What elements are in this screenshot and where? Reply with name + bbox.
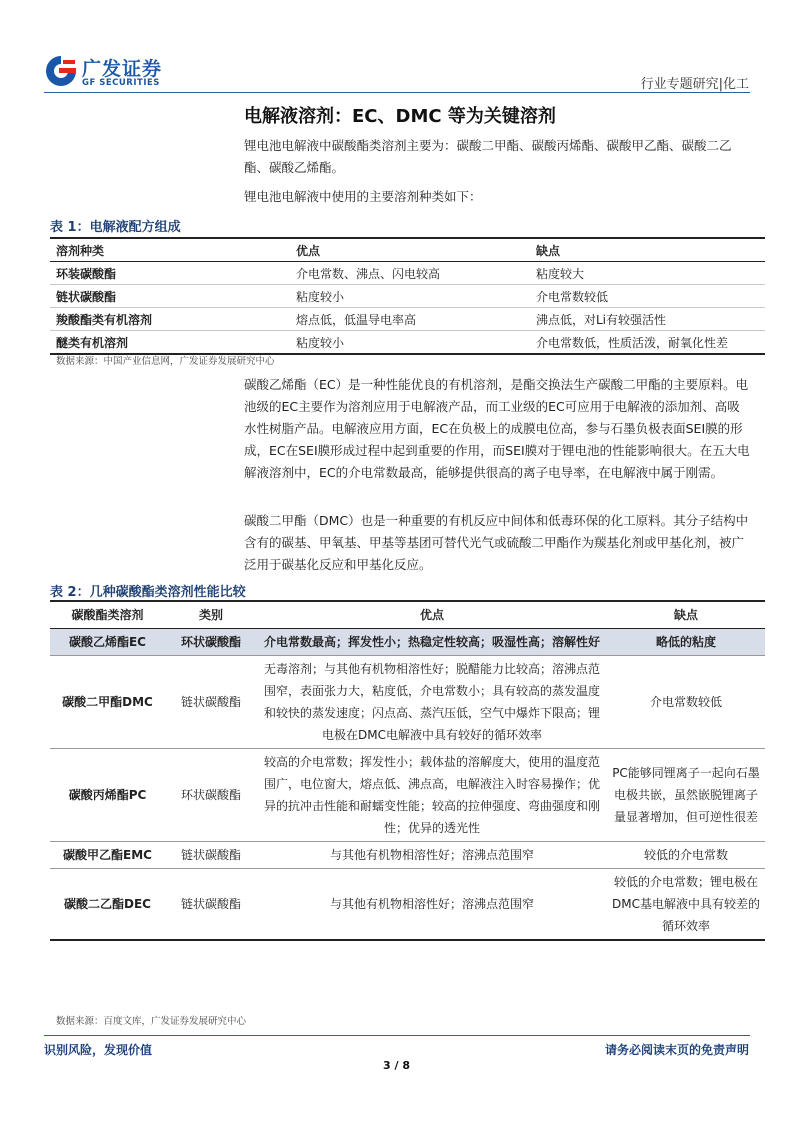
company-logo <box>44 52 174 94</box>
section-title: 电解液溶剂：EC、DMC 等为关键溶剂 <box>244 106 556 127</box>
footer-slogan: 识别风险，发现价值 <box>44 1043 153 1057</box>
gf-logo-icon <box>44 54 78 88</box>
disadvantage-cell: 介电常数较低 <box>607 656 765 749</box>
advantage-cell: 较高的介电常数；挥发性小；载体盐的溶解度大，使用的温度范围广，电位窗大，熔点低、沸点高，电解液注入时容易操作；优异的抗冲击性能和耐蠕变性能；较高的拉伸强度、弯曲强度和刚性；优异的透光性 <box>257 749 607 842</box>
carbonate-solvent-comparison-table <box>50 600 765 941</box>
category-cell: 环状碳酸酯 <box>165 749 257 842</box>
table-row <box>50 331 765 355</box>
advantage-cell: 熔点低，低温导电率高 <box>290 308 530 331</box>
column-header: 溶剂种类 <box>50 238 290 262</box>
solvent-name-cell: 碳酸二甲酯DMC <box>50 656 165 749</box>
intro-lead: 锂电池电解液中使用的主要溶剂种类如下： <box>244 189 482 204</box>
column-header: 优点 <box>290 238 530 262</box>
header-divider <box>44 92 750 93</box>
dmc-paragraph: 碳酸二甲酯（DMC）也是一种重要的有机反应中间体和低毒环保的化工原料。其分子结构中含有的碳基、甲氧基、甲基等基团可替代光气或硫酸二甲酯作为羰基化剂或甲基化剂，被广泛用于碳基化反应和甲基化反应。 <box>244 513 749 572</box>
advantage-cell: 介电常数、沸点、闪电较高 <box>290 262 530 285</box>
solvent-type-cell: 羧酸酯类有机溶剂 <box>50 308 290 331</box>
intro-paragraph: 锂电池电解液中碳酸酯类溶剂主要为：碳酸二甲酯、碳酸丙烯酯、碳酸甲乙酯、碳酸二乙酯、碳酸乙烯酯。 <box>244 138 732 175</box>
table1-title: 表 1：电解液配方组成 <box>50 220 181 235</box>
disadvantage-cell: 略低的粘度 <box>607 629 765 656</box>
table-row <box>50 749 765 842</box>
solvent-name-cell: 碳酸甲乙酯EMC <box>50 842 165 869</box>
column-header: 优点 <box>257 601 607 629</box>
table2-title: 表 2：几种碳酸酯类溶剂性能比较 <box>50 585 246 600</box>
advantage-cell: 与其他有机物相溶性好；溶沸点范围窄 <box>257 842 607 869</box>
disadvantage-cell: 较低的介电常数 <box>607 842 765 869</box>
disadvantage-cell: 粘度较大 <box>530 262 765 285</box>
category-cell: 链状碳酸酯 <box>165 656 257 749</box>
disadvantage-cell: 沸点低，对Li有较强活性 <box>530 308 765 331</box>
disadvantage-cell: 介电常数低，性质活泼，耐氧化性差 <box>530 331 765 355</box>
advantage-cell: 粘度较小 <box>290 331 530 355</box>
table-row <box>50 869 765 941</box>
disadvantage-cell: 介电常数较低 <box>530 285 765 308</box>
table-row <box>50 262 765 285</box>
ec-paragraph: 碳酸乙烯酯（EC）是一种性能优良的有机溶剂，是酯交换法生产碳酸二甲酯的主要原料。电池级的EC主要作为溶剂应用于电解液产品，而工业级的EC可应用于电解液的添加剂、高吸水性树脂产品。电解液应用方面，EC在负极上的成膜电位高，参与石墨负极表面SEI膜的形成，EC在SEI膜形成过程中起到重要的作用，而SEI膜对于锂电池的性能影响很大。在五大电解液溶剂中，EC的介电常数最高，能够提供很高的离子电导率，在电解液中属于刚需。 <box>244 377 750 480</box>
solvent-name-cell: 碳酸二乙酯DEC <box>50 869 165 941</box>
table-row <box>50 308 765 331</box>
logo-text-cn: 广发证券 <box>82 58 163 80</box>
table-row <box>50 285 765 308</box>
solvent-type-cell: 醚类有机溶剂 <box>50 331 290 355</box>
solvent-name-cell: 碳酸丙烯酯PC <box>50 749 165 842</box>
footer-divider <box>44 1035 750 1036</box>
page-number: 3 / 8 <box>383 1059 410 1072</box>
solvent-name-cell: 碳酸乙烯酯EC <box>50 629 165 656</box>
column-header: 类别 <box>165 601 257 629</box>
solvent-type-cell: 链状碳酸酯 <box>50 285 290 308</box>
table1-source: 数据来源：中国产业信息网，广发证券发展研究中心 <box>56 356 275 367</box>
table-row-highlighted <box>50 629 765 656</box>
logo-text-en: GF SECURITIES <box>82 78 160 88</box>
table-header-row <box>50 601 765 629</box>
table-row <box>50 656 765 749</box>
footer-disclaimer: 请务必阅读末页的免责声明 <box>604 1043 749 1057</box>
advantage-cell: 介电常数最高；挥发性小；热稳定性较高；吸湿性高；溶解性好 <box>257 629 607 656</box>
table2-source: 数据来源：百度文库，广发证券发展研究中心 <box>56 1016 247 1027</box>
disadvantage-cell: PC能够同锂离子一起向石墨电极共嵌，虽然嵌脱锂离子量显著增加，但可逆性很差 <box>607 749 765 842</box>
advantage-cell: 粘度较小 <box>290 285 530 308</box>
table-header-row <box>50 238 765 262</box>
column-header: 缺点 <box>530 238 765 262</box>
column-header: 缺点 <box>607 601 765 629</box>
table-row <box>50 842 765 869</box>
solvent-type-cell: 环装碳酸酯 <box>50 262 290 285</box>
advantage-cell: 无毒溶剂；与其他有机物相溶性好；脱醋能力比较高；溶沸点范围窄，表面张力大，粘度低，介电常数小；具有较高的蒸发温度和较快的蒸发速度；闪点高、蒸汽压低，空气中爆炸下限高；锂电极在DMC电解液中具有较好的循环效率 <box>257 656 607 749</box>
category-cell: 链状碳酸酯 <box>165 869 257 941</box>
report-category: 行业专题研究|化工 <box>640 77 749 92</box>
advantage-cell: 与其他有机物相溶性好；溶沸点范围窄 <box>257 869 607 941</box>
column-header: 碳酸酯类溶剂 <box>50 601 165 629</box>
disadvantage-cell: 较低的介电常数；锂电极在DMC基电解液中具有较差的循环效率 <box>607 869 765 941</box>
electrolyte-formula-table <box>50 237 765 355</box>
category-cell: 链状碳酸酯 <box>165 842 257 869</box>
category-cell: 环状碳酸酯 <box>165 629 257 656</box>
